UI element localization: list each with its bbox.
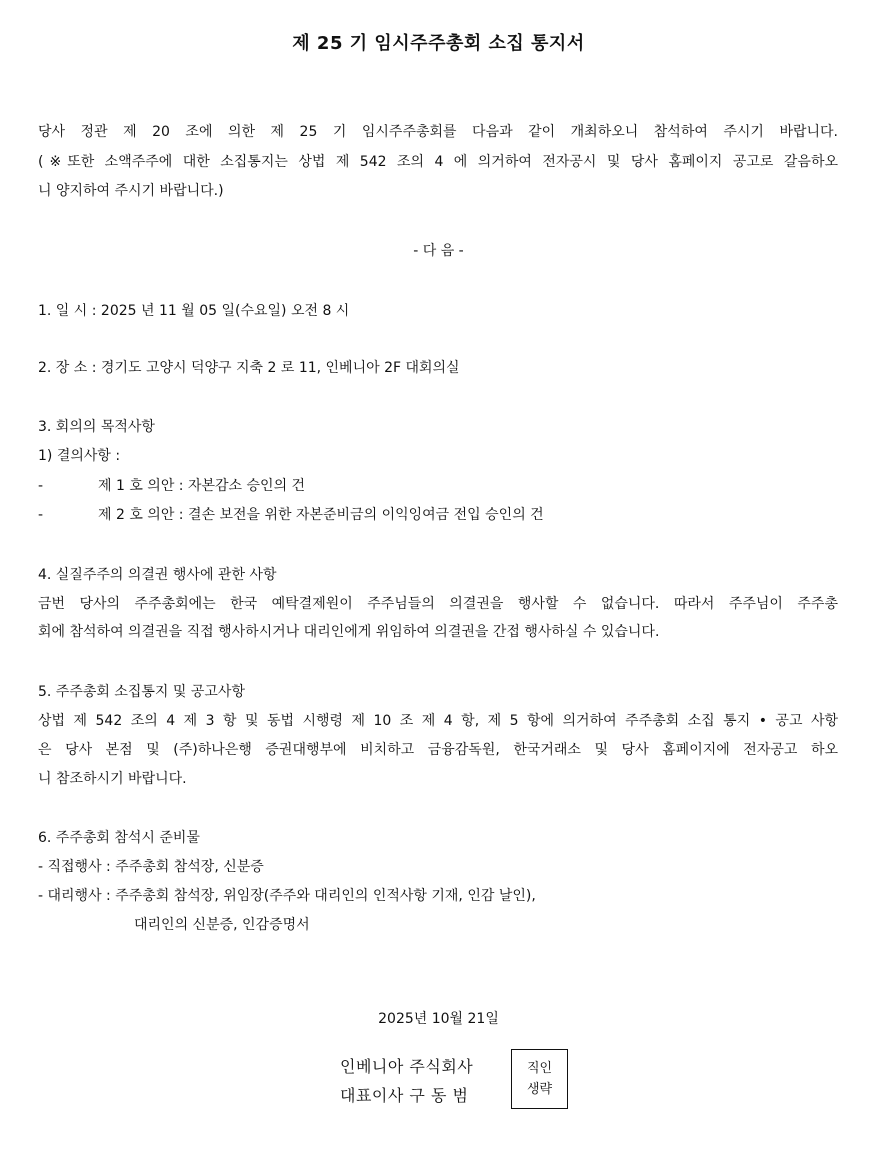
voting-line-1: 금번 당사의 주주총회에는 한국 예탁결제원이 주주님들의 의결권을 행사할 수 없습니다. 따라서 주주님이 주주총 xyxy=(38,596,838,612)
agenda-heading: 3. 회의의 목적사항 xyxy=(38,419,155,435)
agenda-item-dash: - xyxy=(38,507,44,523)
seal-line-2: 생략 xyxy=(526,1082,553,1097)
separator-heading: - 다 음 - xyxy=(413,243,464,259)
page-title: 제 25 기 임시주주총회 소집 통지서 xyxy=(292,33,585,54)
prep-proxy-continued: 대리인의 신분증, 인감증명서 xyxy=(134,917,310,933)
company-name: 인베니아 주식회사 xyxy=(340,1057,474,1076)
intro-line-2: (※또한 소액주주에 대한 소집통지는 상법 제 542 조의 4 에 의거하여 전자공시 및 당사 홈페이지 공고로 갈음하오 xyxy=(38,154,838,170)
agenda-item-2: 제 2 호 의안 : 결손 보전을 위한 자본준비금의 이익잉여금 전입 승인의 건 xyxy=(98,507,544,523)
agenda-item-dash: - xyxy=(38,478,44,494)
notice-heading: 5. 주주총회 소집통지 및 공고사항 xyxy=(38,684,245,700)
agenda-subheading: 1) 결의사항 : xyxy=(38,448,121,464)
voting-heading: 4. 실질주주의 의결권 행사에 관한 사항 xyxy=(38,567,277,583)
meeting-date: 1. 일 시 : 2025 년 11 월 05 일(수요일) 오전 8 시 xyxy=(38,303,350,319)
intro-line-1: 당사 정관 제 20 조에 의한 제 25 기 임시주주총회를 다음과 같이 개최하오니 참석하여 주시기 바랍니다. xyxy=(38,124,838,140)
voting-line-2: 회에 참석하여 의결권을 직접 행사하시거나 대리인에게 위임하여 의결권을 간접 행사하실 수 있습니다. xyxy=(38,624,660,640)
notice-line-1: 상법 제 542 조의 4 제 3 항 및 동법 시행령 제 10 조 제 4 항, 제 5 항에 의거하여 주주총회 소집 통지 • 공고 사항 xyxy=(38,713,838,729)
ceo-name: 대표이사 구 동 범 xyxy=(340,1086,469,1105)
notice-line-2: 은 당사 본점 및 (주)하나은행 증권대행부에 비치하고 금융감독원, 한국거래소 및 당사 홈페이지에 전자공고 하오 xyxy=(38,742,838,758)
prep-direct: - 직접행사 : 주주총회 참석장, 신분증 xyxy=(38,859,264,875)
prep-proxy: - 대리행사 : 주주총회 참석장, 위임장(주주와 대리인의 인적사항 기재, 인감 날인), xyxy=(38,888,536,904)
intro-line-3: 니 양지하여 주시기 바랍니다.) xyxy=(38,183,224,199)
issue-date: 2025년 10월 21일 xyxy=(378,1011,499,1027)
seal-line-1: 직인 xyxy=(526,1061,553,1076)
seal-omitted-box xyxy=(511,1049,568,1109)
prep-heading: 6. 주주총회 참석시 준비물 xyxy=(38,830,200,846)
notice-line-3: 니 참조하시기 바랍니다. xyxy=(38,771,187,787)
meeting-place: 2. 장 소 : 경기도 고양시 덕양구 지축 2 로 11, 인베니아 2F 대회의실 xyxy=(38,360,460,376)
agenda-item-1: 제 1 호 의안 : 자본감소 승인의 건 xyxy=(98,478,306,494)
